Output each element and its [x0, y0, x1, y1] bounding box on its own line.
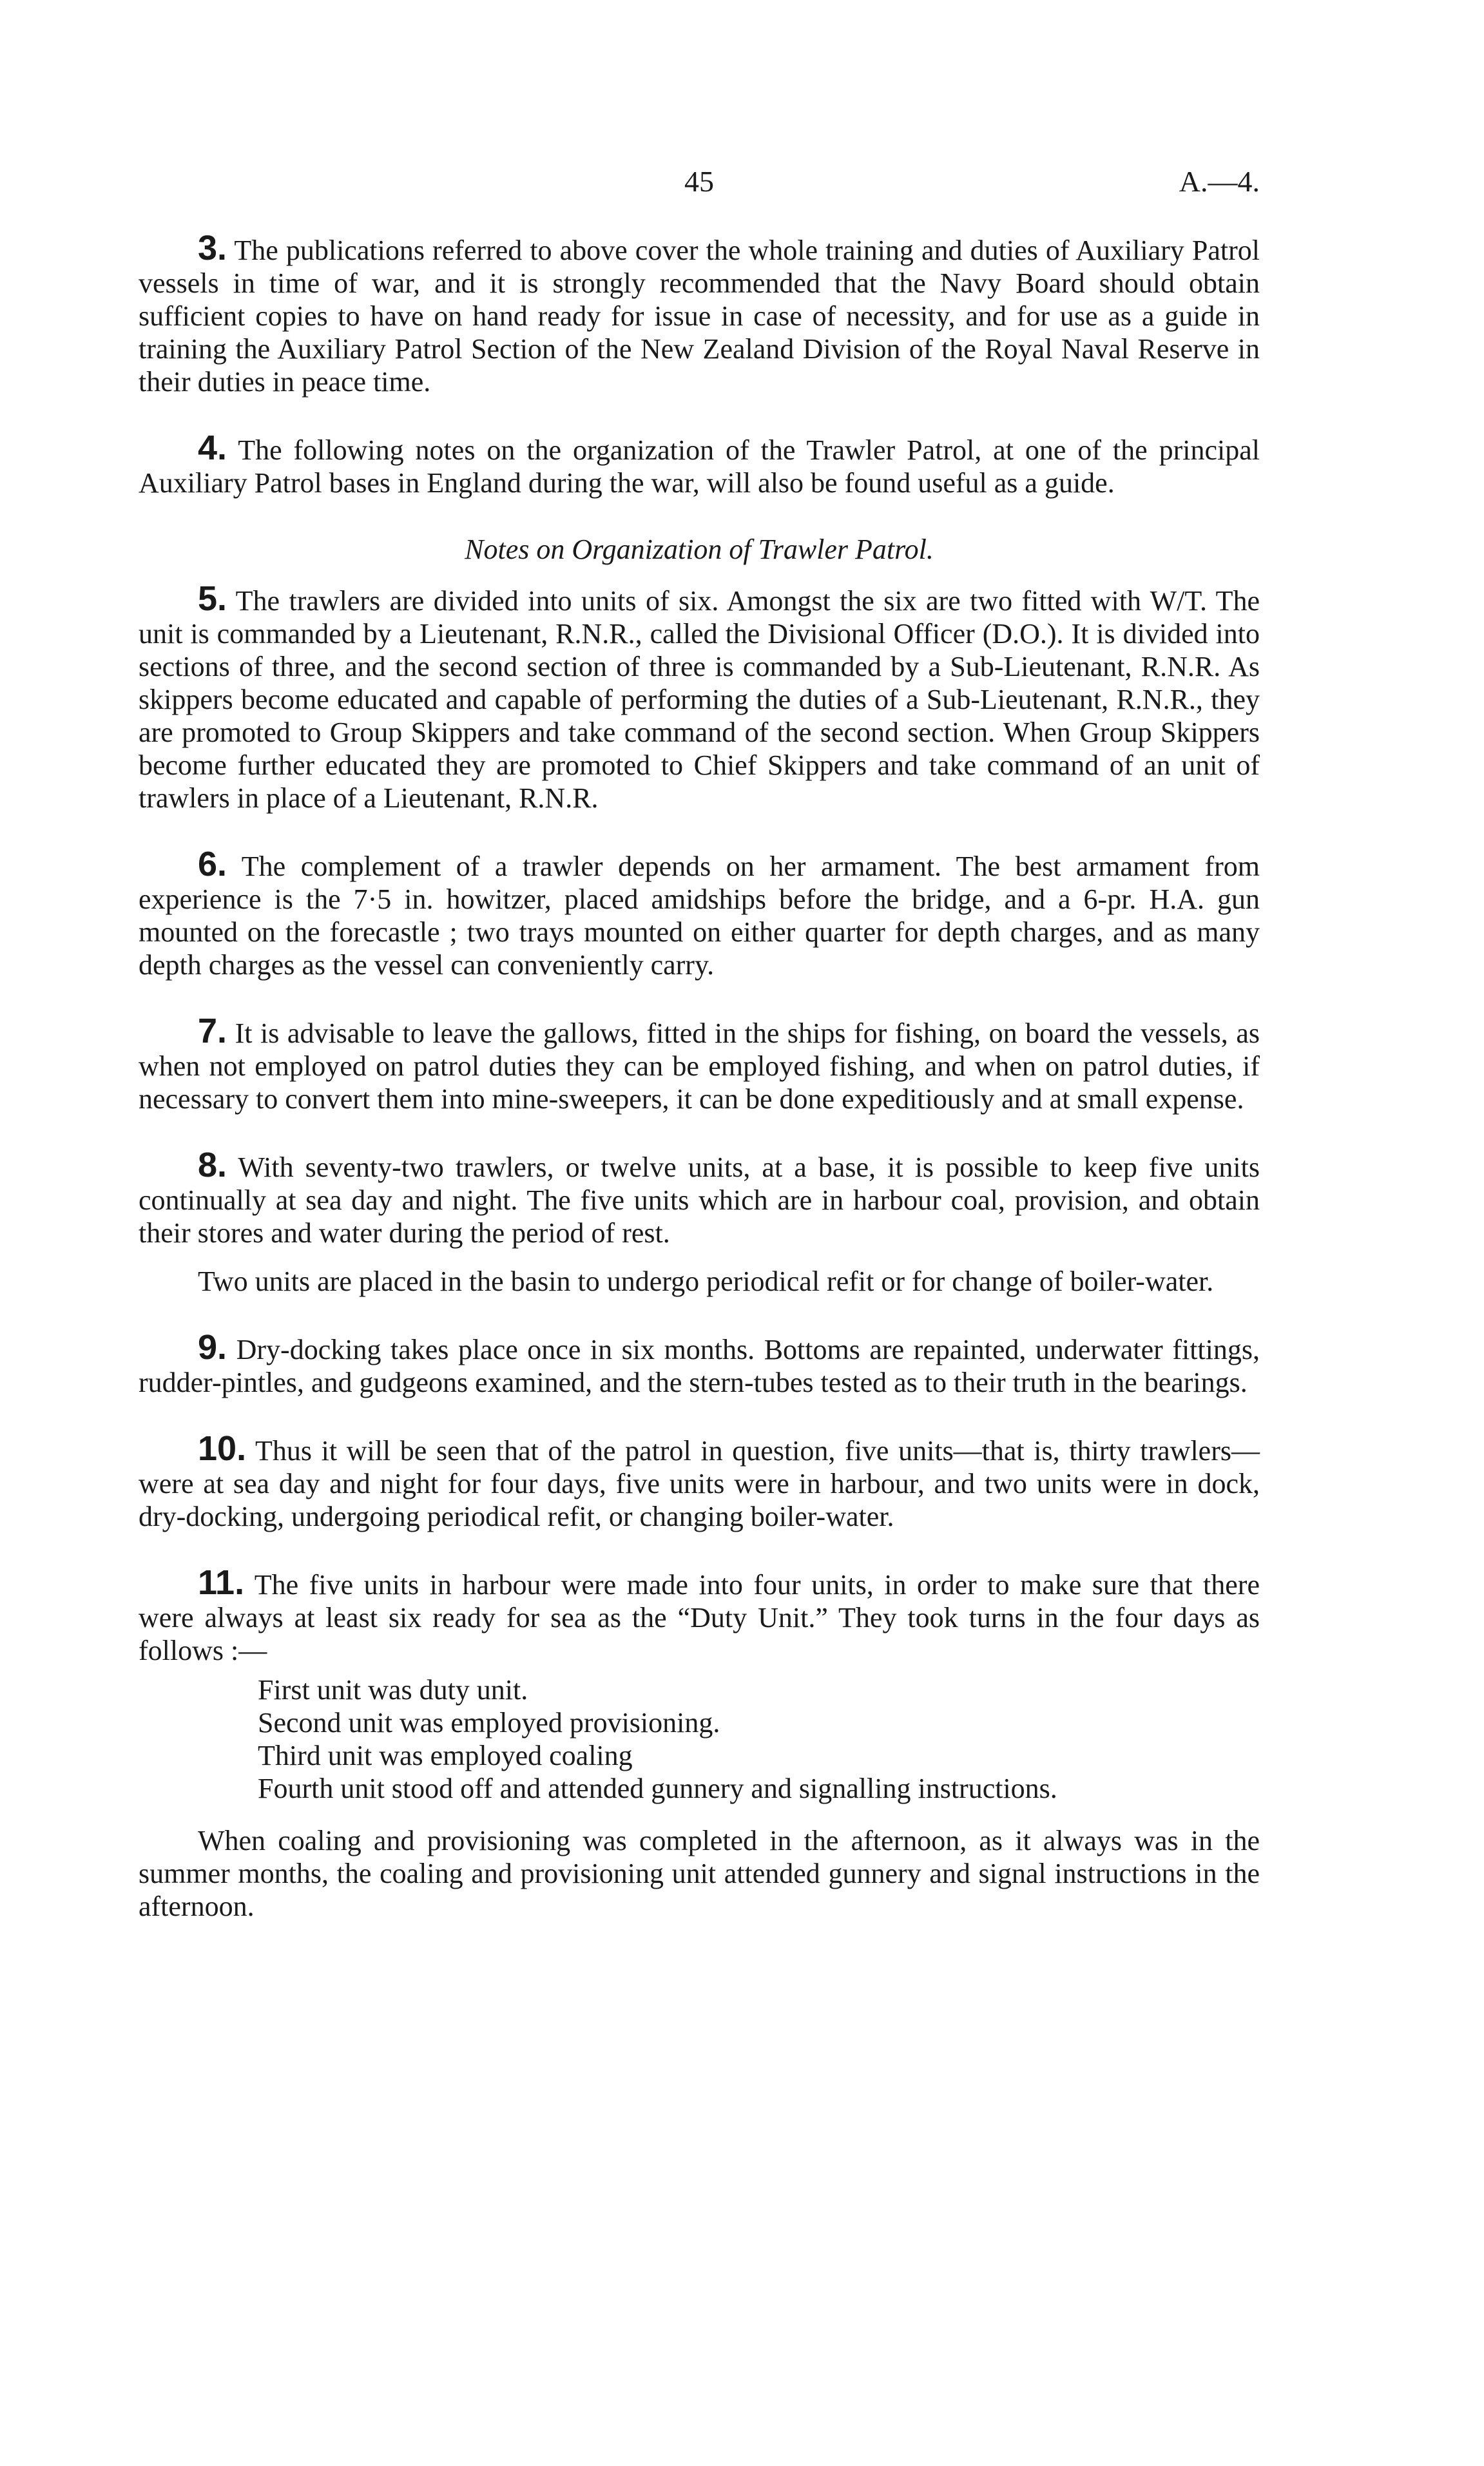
closing-paragraph: When coaling and provisioning was completed in the afternoon, as it always was in the summer months, the coaling and provisioning unit attended gunnery and signal instructions in the afternoon.: [139, 1825, 1260, 1922]
paragraph-text: The publications referred to above cover the whole training and duties of Auxiliary Patrol vessels in time of war, and it is strongly recommended that the Navy Board should obtain sufficient copies to have on hand ready for issue in case of necessity, and for use as a guide in training the Auxiliary Patrol Section of the New Zealand Division of the Royal Naval Reserve in their duties in peace time.: [139, 235, 1260, 398]
duty-rotation-item: Second unit was employed provisioning.: [258, 1707, 720, 1739]
paragraph-3: [139, 229, 1260, 398]
paragraph-text: Thus it will be seen that of the patrol in question, five units—that is, thirty trawlers—were at sea day and night for four days, five units were in harbour, and two units were in dock, dry-docking, undergoing periodical refit, or changing boiler-water.: [139, 1435, 1260, 1532]
paragraph-9: [139, 1328, 1260, 1399]
duty-rotation-item: Third unit was employed coaling: [258, 1740, 633, 1771]
page-body: [139, 229, 1260, 1956]
duty-rotation-list: [139, 1673, 1260, 1805]
paragraph-number: 8.: [198, 1146, 227, 1184]
paragraph-11: [139, 1563, 1260, 1667]
paragraph-text: With seventy-two trawlers, or twelve units, at a base, it is possible to keep five units continually at sea day and night. The five units which are in harbour coal, provision, and obtain their stores and water during the period of rest.: [139, 1151, 1260, 1249]
paragraph-10: [139, 1429, 1260, 1533]
duty-rotation-item: First unit was duty unit.: [258, 1674, 528, 1706]
paragraph-4: [139, 429, 1260, 499]
paragraph-6: [139, 845, 1260, 981]
paragraph-number: 11.: [198, 1563, 245, 1602]
paragraph-number: 6.: [198, 845, 227, 883]
paragraph-number: 5.: [198, 579, 227, 618]
paragraph-number: 3.: [198, 229, 227, 267]
paragraph-text: Dry-docking takes place once in six months. Bottoms are repainted, underwater fittings, rudder-pintles, and gudgeons examined, and the stern-tubes tested as to their truth in the bearings.: [139, 1334, 1260, 1398]
paragraph-number: 10.: [198, 1429, 247, 1468]
paragraph-text: The following notes on the organization of the Trawler Patrol, at one of the principal Auxiliary Patrol bases in England during the war, will also be found useful as a guide.: [139, 434, 1260, 499]
paragraph-text: Two units are placed in the basin to undergo periodical refit or for change of boiler-water.: [198, 1266, 1214, 1297]
duty-rotation-item: Fourth unit stood off and attended gunnery and signalling instructions.: [258, 1773, 1057, 1804]
paragraph-7: [139, 1012, 1260, 1115]
paragraph-8-continued: [139, 1265, 1260, 1298]
paragraph-number: 7.: [198, 1012, 227, 1050]
paragraph-number: 4.: [198, 429, 227, 467]
page-number: 45: [684, 165, 714, 198]
paragraph-8: [139, 1146, 1260, 1249]
paragraph-text: It is advisable to leave the gallows, fitted in the ships for fishing, on board the vessels, as when not employed on patrol duties they can be employed fishing, and when on patrol duties, if necessary to convert them into mine-sweepers, it can be done expeditiously and at small expense.: [139, 1017, 1260, 1115]
paragraph-text: The five units in harbour were made into four units, in order to make sure that there were always at least six ready for sea as the “Duty Unit.” They took turns in the four days as follows :—: [139, 1569, 1260, 1666]
document-reference: A.—4.: [1179, 165, 1260, 198]
paragraph-5: [139, 579, 1260, 814]
paragraph-number: 9.: [198, 1328, 227, 1367]
section-heading: Notes on Organization of Trawler Patrol.: [465, 534, 934, 565]
page-header: [139, 164, 1260, 209]
paragraph-text: The complement of a trawler depends on her armament. The best armament from experience is the 7·5 in. howitzer, placed amidships before the bridge, and a 6-pr. H.A. gun mounted on the forecastle ; two trays mounted on either quarter for depth charges, and as many depth charges as the vessel can conveniently carry.: [139, 851, 1260, 981]
paragraph-text: The trawlers are divided into units of six. Amongst the six are two fitted with W/T. The unit is commanded by a Lieutenant, R.N.R., called the Divisional Officer (D.O.). It is divided into sections of three, and the second section of three is commanded by a Sub-Lieutenant, R.N.R. As skippers become educated and capable of performing the duties of a Sub-Lieutenant, R.N.R., they are promoted to Group Skippers and take command of the second section. When Group Skippers become further educated they are promoted to Chief Skippers and take command of an unit of trawlers in place of a Lieutenant, R.N.R.: [139, 585, 1260, 814]
